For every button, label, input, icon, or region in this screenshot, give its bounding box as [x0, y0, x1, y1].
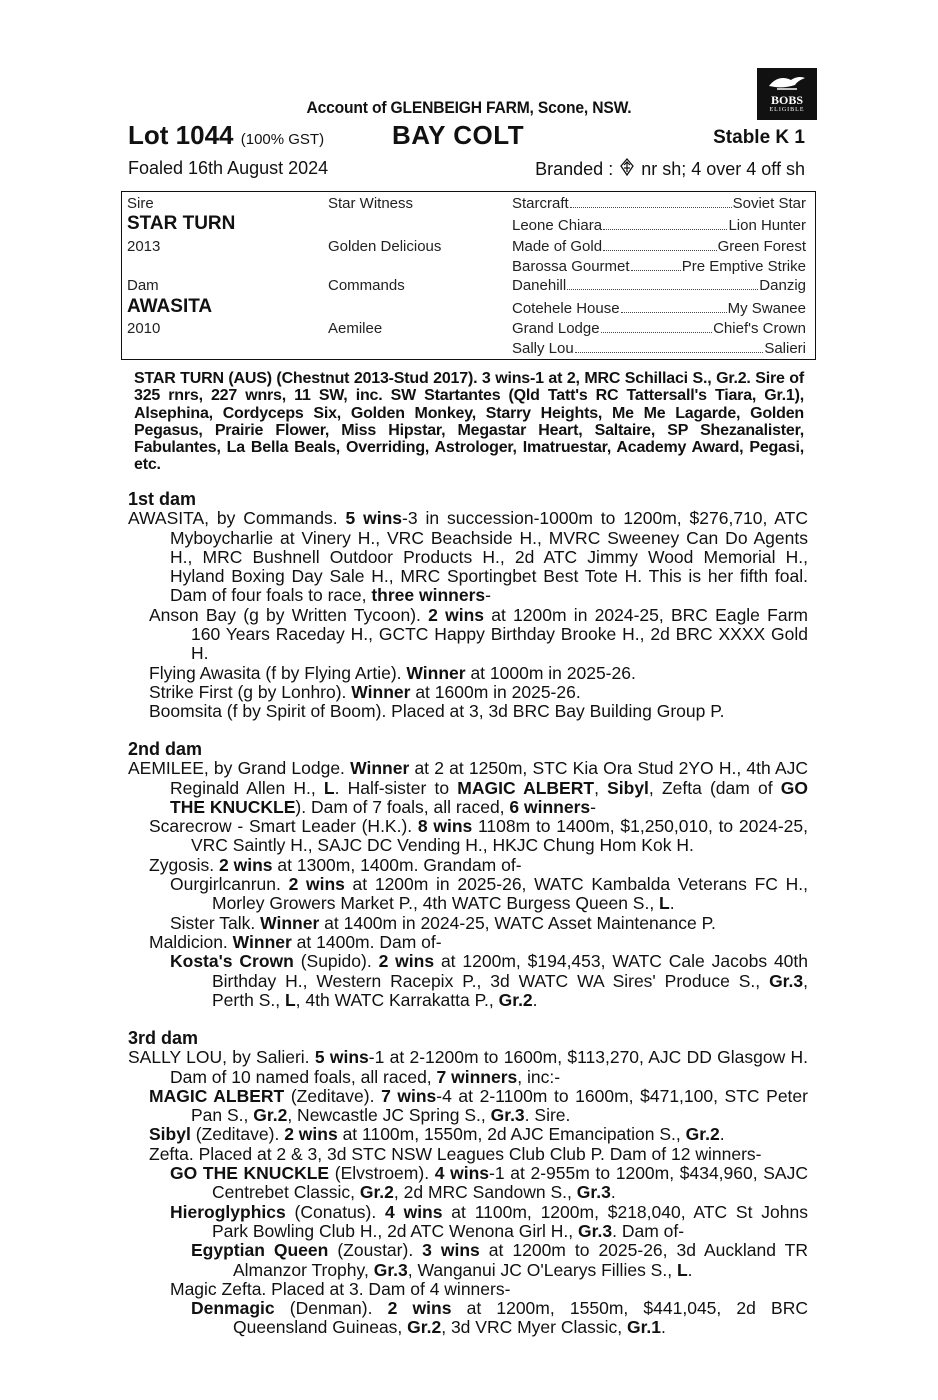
entry-text: at 1600m in 2025-26. [410, 681, 581, 702]
entry-text: , 3d VRC Myer Classic, [441, 1317, 627, 1338]
entry-text: at 1300m, 1400m. Grandam of- [272, 854, 522, 875]
produce-entry [128, 1241, 808, 1280]
produce-entry [128, 702, 808, 721]
grandparent-name: Barossa Gourmet [512, 258, 630, 275]
bold-text: L [323, 777, 335, 798]
grandparent-name: Danehill [512, 277, 567, 294]
bold-text: 4 wins [434, 1163, 490, 1184]
grandparent-row [512, 320, 806, 337]
grandparent-name: Starcraft [512, 195, 569, 212]
entry-text: . [719, 1124, 725, 1145]
entry-text: , Newcastle JC Spring S., [287, 1105, 491, 1126]
grandparent-sire: Green Forest [717, 238, 806, 255]
entry-text: Anson Bay (g by Written Tycoon). [149, 604, 429, 625]
first-dam-section [128, 490, 808, 722]
produce-entry [128, 914, 808, 933]
produce-entry [128, 817, 808, 856]
entry-text: . Half-sister to [334, 777, 458, 798]
entry-text: -4 at 2-1100m to 1600m, $471,100, STC Peter Pan S., [191, 1085, 808, 1126]
entry-text: . [532, 989, 538, 1010]
entry-text: - [590, 796, 596, 817]
bold-text: 2 wins [387, 1298, 452, 1319]
bold-text: Gr.2 [253, 1105, 288, 1126]
entry-text: Scarecrow - Smart Leader (H.K.). [149, 816, 418, 837]
bold-text: Sibyl [149, 1124, 191, 1145]
entry-text: at 1200m, $194,453, WATC Cale Jacobs 40th Birthday H., Western Racepix P., 3d WATC WA Sires' Produce S., [212, 951, 809, 991]
produce-entry [128, 1299, 808, 1338]
entry-text: , [594, 777, 608, 798]
bold-text: Gr.3 [769, 970, 804, 991]
gst-label: (100% GST) [240, 131, 325, 148]
lot-label: Lot 1044 [128, 120, 234, 150]
produce-entry [128, 664, 808, 683]
entry-text: Magic Zefta. Placed at 3. Dam of 4 winners- [170, 1278, 511, 1299]
entry-text: (Zeditave). [284, 1085, 382, 1106]
produce-entry [128, 1087, 808, 1126]
leader-dots [603, 238, 717, 251]
bold-text: Denmagic [191, 1298, 275, 1319]
branded-info [535, 158, 805, 180]
page-title: BAY COLT [392, 120, 525, 150]
entry-text: AEMILEE, by Grand Lodge. [128, 758, 351, 779]
entry-text: at 2 at 1250m, STC Kia Ora Stud 2YO H., 4th AJC Reginald Allen H., [170, 758, 809, 798]
vendor-line: Account of GLENBEIGH FARM, Scone, NSW. [306, 98, 632, 117]
sire-dam: Golden Delicious [328, 238, 442, 255]
grandparent-name: Grand Lodge [512, 320, 600, 337]
grandparent-name: Sally Lou [512, 340, 574, 357]
leader-dots [567, 277, 758, 290]
produce-entry [128, 952, 808, 1010]
grandparent-row [512, 217, 806, 234]
produce-entry [128, 1280, 808, 1299]
produce-entry [128, 1164, 808, 1203]
bold-text: 4 wins [385, 1201, 443, 1222]
produce-entry [128, 856, 808, 875]
bold-text: Winner [260, 912, 320, 933]
leader-dots [575, 340, 764, 353]
entry-text: . [661, 1317, 666, 1338]
bold-text: Egyptian Queen [191, 1240, 329, 1261]
entry-text: (Zoustar). [328, 1240, 423, 1261]
entry-text: at 1200m in 2024-25, BRC Eagle Farm 160 Years Raceday H., GCTC Happy Birthday Brooke H., 2d BRC XXXX Gold H. [191, 604, 808, 664]
bold-text: Sibyl [607, 777, 649, 798]
third-dam-section [128, 1029, 808, 1338]
sire-sire: Star Witness [328, 195, 414, 212]
entry-text: . Dam of- [612, 1220, 685, 1241]
grandparent-row [512, 238, 806, 255]
entry-text: , Wanganui JC O'Learys Fillies S., [407, 1259, 677, 1280]
produce-entry [128, 509, 808, 605]
entry-text: . Sire. [524, 1105, 571, 1126]
section-heading: 2nd dam [128, 739, 203, 759]
leader-dots [570, 195, 732, 208]
bold-text: 2 wins [219, 854, 273, 875]
bold-text: L [284, 989, 296, 1010]
grandparent-name: Made of Gold [512, 238, 603, 255]
brand-mark-icon [618, 158, 636, 176]
bold-text: GO THE KNUCKLE [170, 1163, 330, 1184]
second-dam-section [128, 740, 808, 1010]
grandparent-sire: Chief's Crown [713, 320, 806, 337]
entry-list [128, 1048, 808, 1337]
entry-text: -1 at 2-1200m to 1600m, $113,270, AJC DD Glasgow H. Dam of 10 named foals, all raced, [170, 1047, 808, 1087]
entry-text: , 4th WATC Karrakatta P., [295, 989, 499, 1010]
bold-text: three winners [371, 585, 486, 606]
grandparent-row [512, 258, 806, 275]
entry-text: at 1100m, 1550m, 2d AJC Emancipation S., [337, 1124, 686, 1145]
bold-text: Gr.3 [576, 1182, 611, 1203]
entry-text: , inc:- [517, 1066, 561, 1087]
entry-text: -3 in succession-1000m to 1200m, $276,710, ATC Myboycharlie at Vinery H., VRC Beachside H., MVRC Sweeney Can Do Agents H., MRC Bushnell Outdoor Products H., 2d ATC Jimmy Wood Memorial H., Hyland Boxing Day Sale H., MRC Sportingbet Best Tote H. This is her fifth foal. Dam of four foals to race, [170, 508, 809, 606]
bold-text: 2 wins [284, 1124, 338, 1145]
produce-entry [128, 875, 808, 914]
entry-text: Maldicion. [149, 931, 233, 952]
lot-number [128, 120, 324, 151]
bold-text: MAGIC ALBERT [457, 777, 595, 798]
entry-text: ). Dam of 7 foals, all raced, [295, 796, 510, 817]
entry-text: Zefta. Placed at 2 & 3, 3d STC NSW Leagues Club Club P. Dam of 12 winners- [149, 1143, 762, 1164]
entry-list [128, 509, 808, 721]
bold-text: 8 wins [417, 816, 473, 837]
bold-text: Kosta's Crown [170, 951, 294, 972]
entry-list [128, 759, 808, 1010]
entry-text: SALLY LOU, by Salieri. [128, 1047, 315, 1068]
bold-text: Winner [351, 681, 411, 702]
dam-sire: Commands [328, 277, 405, 294]
produce-entry [128, 683, 808, 702]
grandparent-row [512, 300, 806, 317]
produce-entry [128, 1203, 808, 1242]
leader-dots [603, 217, 727, 230]
produce-entry [128, 1125, 808, 1144]
entry-text: (Supido). [293, 951, 379, 972]
bold-text: Gr.3 [578, 1220, 613, 1241]
dam-name: AWASITA [127, 296, 213, 317]
entry-text: Sister Talk. [170, 912, 261, 933]
bold-text: Gr.3 [490, 1105, 525, 1126]
entry-text: . [687, 1259, 693, 1280]
leader-dots [621, 300, 727, 313]
bold-text: 2 wins [288, 874, 345, 895]
dam-label: Dam [127, 277, 159, 294]
grandparent-sire: Danzig [759, 277, 806, 294]
dam-dam: Aemilee [328, 320, 383, 337]
dam-year: 2010 [127, 320, 161, 337]
entry-text: , 2d MRC Sandown S., [393, 1182, 577, 1203]
entry-text: (Conatus). [285, 1201, 386, 1222]
entry-text: at 1200m to 2025-26, 3d Auckland TR Almanzor Trophy, [233, 1240, 808, 1280]
bold-text: Gr.1 [626, 1317, 662, 1338]
grandparent-sire: Salieri [764, 340, 806, 357]
leader-dots [631, 258, 681, 271]
section-heading: 1st dam [128, 489, 197, 509]
bold-text: Winner [350, 758, 410, 779]
bold-text: GO THE KNUCKLE [170, 777, 808, 817]
bold-text: L [659, 893, 670, 914]
stable-label: Stable K 1 [713, 127, 805, 148]
entry-text: . [669, 893, 675, 914]
entry-text: Ourgirlcanrun. [170, 874, 289, 895]
entry-text: , Perth S., [212, 970, 808, 1010]
grandparent-sire: Pre Emptive Strike [681, 258, 806, 275]
bold-text: Gr.2 [685, 1124, 720, 1145]
grandparent-row [512, 277, 806, 294]
grandparent-sire: Lion Hunter [728, 217, 806, 234]
bold-text: 7 winners [436, 1066, 518, 1087]
entry-text: , Zefta (dam of [648, 777, 781, 798]
bold-text: Gr.2 [359, 1182, 394, 1203]
entry-text: at 1200m, 1550m, $441,045, 2d BRC Queensland Guineas, [233, 1298, 809, 1338]
logo-name: BOBS [770, 93, 803, 107]
entry-text: at 1400m. Dam of- [291, 931, 442, 952]
entry-text: at 1000m in 2025-26. [465, 662, 636, 683]
entry-text: Zygosis. [149, 854, 220, 875]
sire-year: 2013 [127, 238, 161, 255]
entry-text: - [485, 585, 491, 606]
produce-entry [128, 1145, 808, 1164]
sire-label: Sire [127, 195, 154, 212]
bold-text: 5 wins [345, 508, 403, 529]
grandparent-sire: My Swanee [727, 300, 806, 317]
entry-text: (Denman). [274, 1298, 388, 1319]
sire-summary: STAR TURN (AUS) (Chestnut 2013-Stud 2017). 3 wins-1 at 2, MRC Schillaci S., Gr.2. Sire of 325 rnrs, 227 wnrs, 11 SW, inc. SW Startantes (Qld Tatt's RC Tattersall's Tiara, Gr.1), Alsephina, Cordyceps Six, Golden Monkey, Starry Heights, Me Me Lagarde, Golden Pegasus, Prairie Flower, Miss Hipstar, Megastar Heart, Saltaire, SP Shezanalister, Fabulantes, La Bella Beals, Overriding, Astrologer, Imatruestar, Academy Award, Pegasi, etc. [134, 370, 804, 474]
grandparent-name: Leone Chiara [512, 217, 603, 234]
bold-text: Winner [406, 662, 466, 683]
entry-text: at 1200m in 2025-26, WATC Kambalda Veterans FC H., Morley Growers Market P., 4th WATC Burgess Queen S., [212, 874, 808, 914]
grandparent-row [512, 340, 806, 357]
bold-text: MAGIC ALBERT [149, 1085, 285, 1106]
entry-text: 1108m to 1400m, $1,250,010, to 2024-25, VRC Saintly H., SAJC DC Vending H., HKJC Chung Hom Kok H. [191, 816, 808, 856]
bold-text: Gr.3 [373, 1259, 408, 1280]
produce-entry [128, 606, 808, 664]
bold-text: Hieroglyphics [170, 1201, 286, 1222]
logo-sub: ELIGIBLE [769, 107, 805, 113]
grandparent-sire: Soviet Star [732, 195, 806, 212]
entry-text: AWASITA, by Commands. [128, 508, 346, 529]
entry-text: at 1400m in 2024-25, WATC Asset Maintenance P. [319, 912, 716, 933]
bold-text: 5 wins [314, 1047, 369, 1068]
produce-entry [128, 759, 808, 817]
bold-text: Gr.2 [498, 989, 533, 1010]
sire-name: STAR TURN [127, 213, 236, 234]
bold-text: 3 wins [422, 1240, 480, 1261]
entry-text: . [610, 1182, 616, 1203]
entry-text: -1 at 2-955m to 1200m, $434,960, SAJC Centrebet Classic, [212, 1163, 808, 1203]
entry-text: Strike First (g by Lonhro). [149, 681, 352, 702]
bold-text: 7 wins [381, 1085, 437, 1106]
entry-text: Boomsita (f by Spirit of Boom). Placed at 3, 3d BRC Bay Building Group P. [149, 701, 725, 722]
bold-text: 6 winners [509, 796, 591, 817]
branded-text: nr sh; 4 over 4 off sh [641, 159, 805, 179]
bold-text: Winner [232, 931, 292, 952]
bold-text: L [676, 1259, 688, 1280]
entry-text: at 1100m, 1200m, $218,040, ATC St Johns Park Bowling Club H., 2d ATC Wenona Girl H., [212, 1201, 808, 1241]
grandparent-row [512, 195, 806, 212]
bold-text: 2 wins [378, 951, 435, 972]
branded-label: Branded : [535, 159, 614, 179]
section-heading: 3rd dam [128, 1028, 199, 1048]
grandparent-name: Cotehele House [512, 300, 620, 317]
foaled-date: Foaled 16th August 2024 [128, 158, 329, 178]
entry-text: (Zeditave). [190, 1124, 285, 1145]
bold-text: 2 wins [428, 604, 484, 625]
entry-text: (Elvstroem). [329, 1163, 435, 1184]
bold-text: Gr.2 [407, 1317, 442, 1338]
leader-dots [601, 320, 713, 333]
bird-icon [767, 74, 807, 92]
produce-entry [128, 933, 808, 952]
produce-entry [128, 1048, 808, 1087]
entry-text: Flying Awasita (f by Flying Artie). [149, 662, 407, 683]
bobs-logo [757, 68, 817, 120]
